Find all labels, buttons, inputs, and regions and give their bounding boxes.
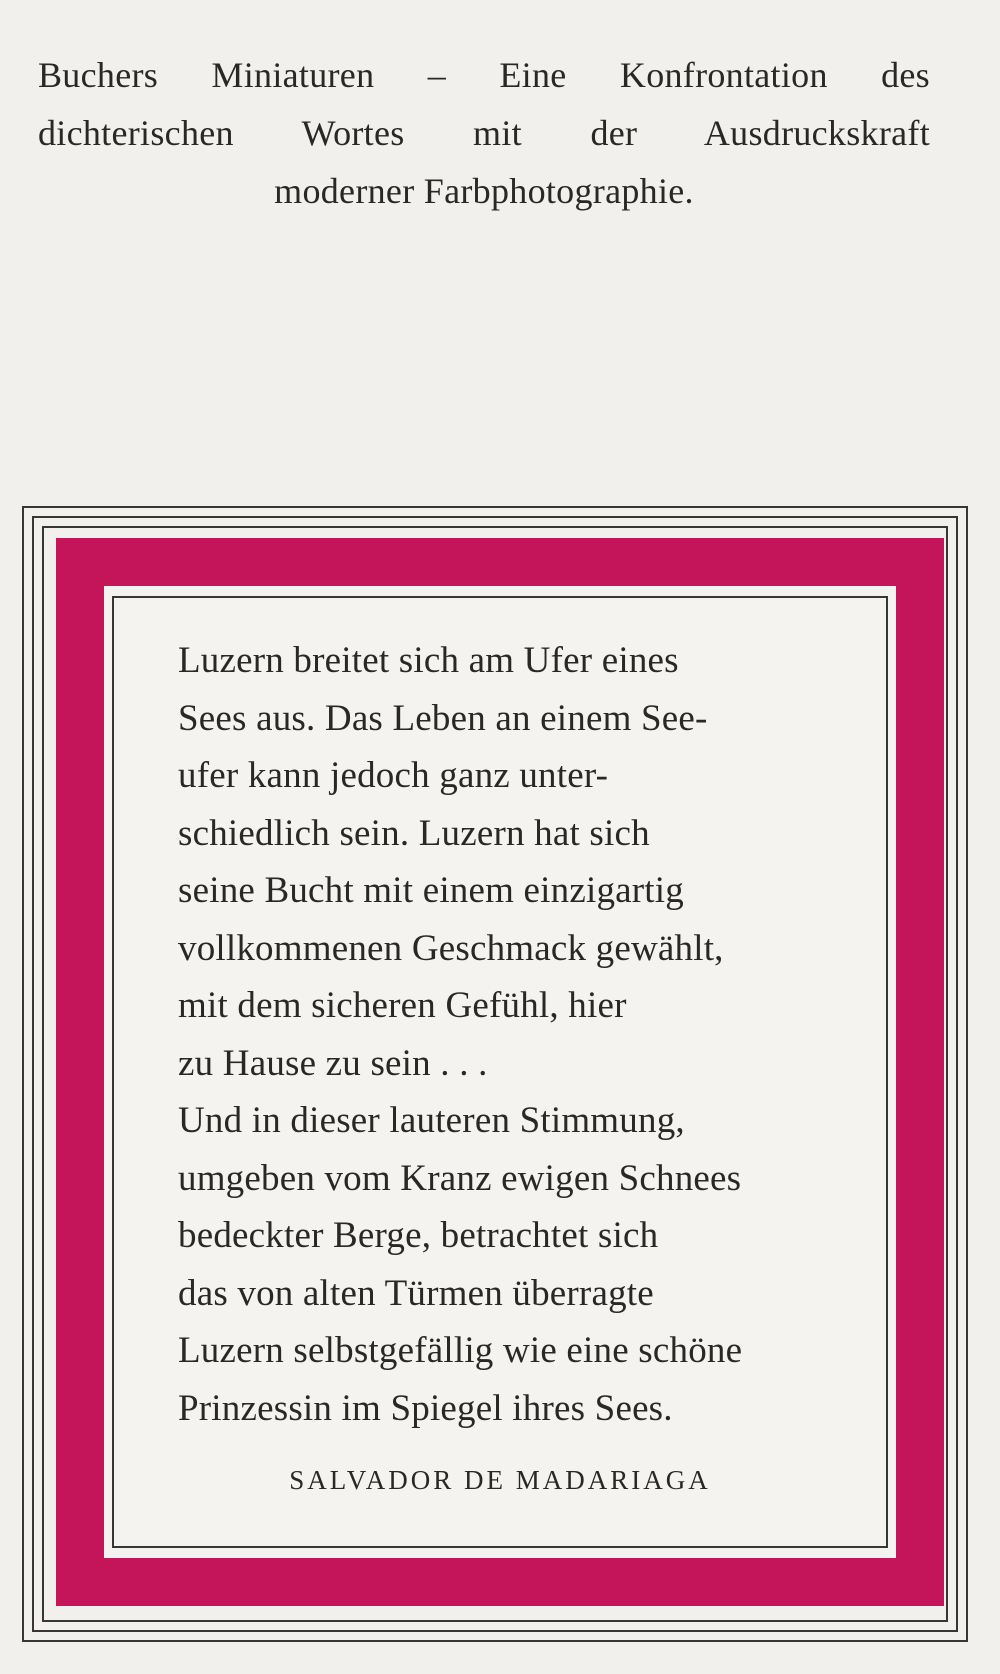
quote-text (178, 632, 878, 1437)
quote-line-3: ufer kann jedoch ganz unter- (178, 755, 609, 796)
quote-line-2: Sees aus. Das Leben an einem See- (178, 697, 708, 739)
quote-author: SALVADOR DE MADARIAGA (289, 1465, 711, 1495)
quote-line-10: umgeben vom Kranz ewigen Schnees (178, 1157, 742, 1199)
quote-line-8: zu Hause zu sein . . . (178, 1042, 488, 1084)
quote-line-7: mit dem sicheren Gefühl, hier (178, 985, 627, 1026)
blurb-line-3: moderner Farbphotographie. (274, 171, 694, 211)
publisher-blurb (38, 46, 930, 220)
blurb-line-1: Buchers Miniaturen – Eine Konfrontation des (38, 55, 930, 95)
quote-line-6: vollkommenen Geschmack gewählt, (178, 927, 724, 969)
quote-line-14: Prinzessin im Spiegel ihres Sees. (178, 1387, 673, 1429)
quote-line-1: Luzern breitet sich am Ufer eines (178, 640, 679, 681)
quote-line-13: Luzern selbstgefällig wie eine schöne (178, 1330, 743, 1371)
blurb-line-2: dichterischen Wortes mit der Ausdruckskraft (38, 113, 930, 153)
quote-line-4: schiedlich sein. Luzern hat sich (178, 812, 650, 854)
quote-line-9: Und in dieser lauteren Stimmung, (178, 1100, 685, 1141)
quote-line-5: seine Bucht mit einem einzigartig (178, 870, 684, 911)
quote-line-11: bedeckter Berge, betrachtet sich (178, 1215, 659, 1256)
quote-line-12: das von alten Türmen überragte (178, 1272, 654, 1314)
